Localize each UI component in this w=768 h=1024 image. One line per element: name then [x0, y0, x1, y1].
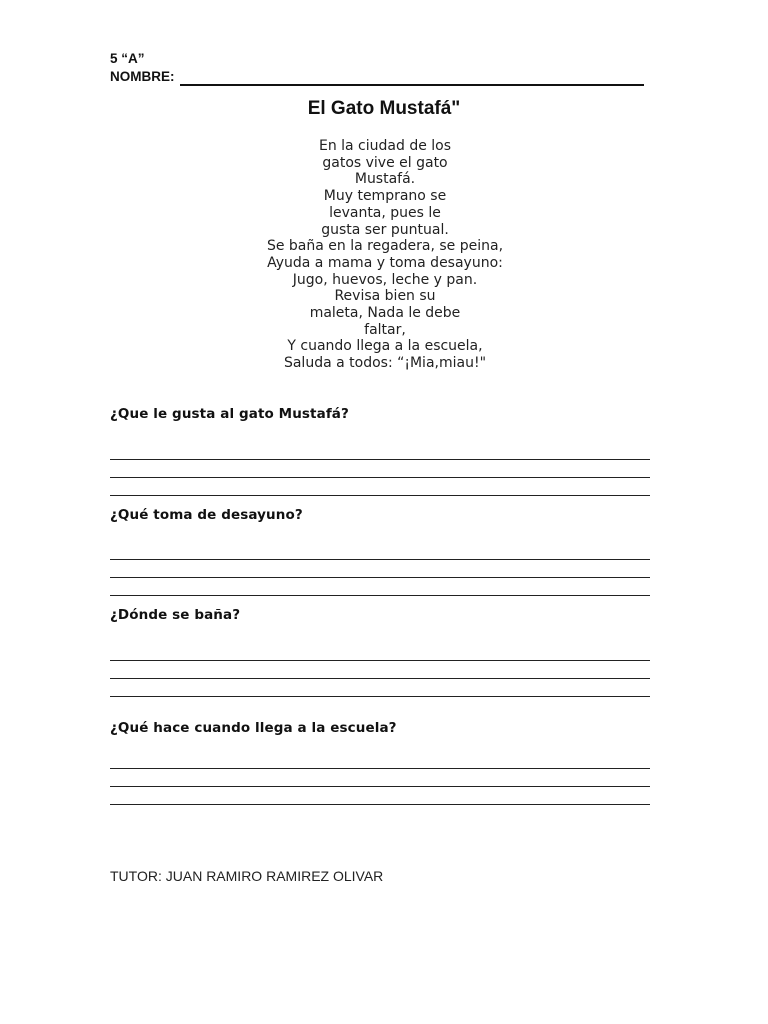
answer-line[interactable]	[110, 643, 650, 661]
worksheet-header	[110, 50, 644, 86]
poem-line: gatos vive el gato	[322, 154, 448, 171]
question-4: ¿Qué hace cuando llega a la escuela?	[110, 720, 397, 736]
answer-lines-3[interactable]	[110, 643, 650, 697]
answer-lines-2[interactable]	[110, 542, 650, 596]
question-2: ¿Qué toma de desayuno?	[110, 507, 303, 523]
question-1: ¿Que le gusta al gato Mustafá?	[110, 406, 349, 422]
answer-line[interactable]	[110, 679, 650, 697]
answer-line[interactable]	[110, 460, 650, 478]
poem-line: Y cuando llega a la escuela,	[287, 338, 483, 355]
poem-line: levanta, pues le	[329, 204, 441, 221]
answer-line[interactable]	[110, 478, 650, 496]
name-label: NOMBRE:	[110, 69, 175, 84]
poem-line: Se baña en la regadera, se peina,	[266, 238, 504, 255]
poem	[0, 138, 768, 372]
answer-line[interactable]	[110, 751, 650, 769]
answer-line[interactable]	[110, 769, 650, 787]
answer-lines-1[interactable]	[110, 442, 650, 496]
answer-line[interactable]	[110, 560, 650, 578]
poem-line: gusta ser puntual.	[321, 221, 449, 238]
answer-line[interactable]	[110, 578, 650, 596]
answer-lines-4[interactable]	[110, 751, 650, 805]
poem-line: faltar,	[364, 321, 406, 338]
name-answer-line[interactable]	[180, 70, 644, 86]
question-3: ¿Dónde se baña?	[110, 607, 241, 623]
answer-line[interactable]	[110, 442, 650, 460]
poem-line: Saluda a todos: “¡Mia,miau!"	[283, 355, 487, 372]
answer-line[interactable]	[110, 542, 650, 560]
grade-label: 5 “A”	[110, 51, 145, 66]
poem-line: En la ciudad de los	[318, 138, 452, 154]
poem-line: Jugo, huevos, leche y pan.	[292, 271, 478, 288]
poem-line: Muy temprano se	[323, 188, 447, 205]
tutor-name: TUTOR: JUAN RAMIRO RAMIREZ OLIVAR	[110, 868, 384, 884]
poem-line: maleta, Nada le debe	[309, 305, 461, 322]
poem-line: Mustafá.	[354, 171, 416, 188]
worksheet-title: El Gato Mustafá"	[307, 98, 461, 119]
poem-line: Revisa bien su	[334, 288, 436, 305]
name-row	[110, 68, 644, 86]
answer-line[interactable]	[110, 661, 650, 679]
answer-line[interactable]	[110, 787, 650, 805]
poem-line: Ayuda a mama y toma desayuno:	[267, 254, 503, 271]
